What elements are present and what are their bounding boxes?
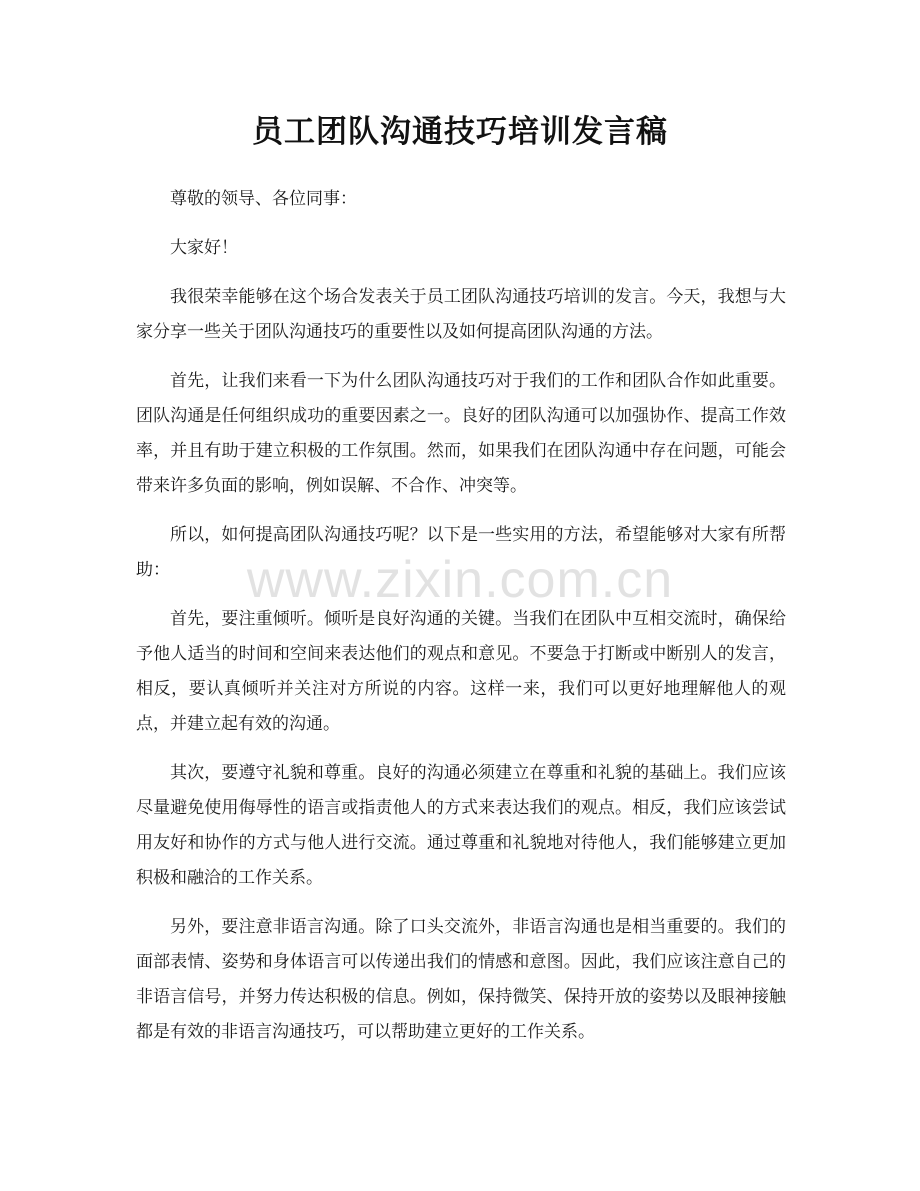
document-title: 员工团队沟通技巧培训发言稿	[252, 114, 668, 150]
paragraph-listening: 首先，要注重倾听。倾听是良好沟通的关键。当我们在团队中互相交流时，确保给予他人适当的时间和空间来表达他们的观点和意见。不要急于打断或中断别人的发言，相反，要认真倾听并关注对方所说的内容。这样一来，我们可以更好地理解他人的观点，并建立起有效的沟通。	[136, 609, 786, 734]
paragraph-greeting: 尊敬的领导、各位同事：	[170, 189, 357, 209]
paragraph-intro: 我很荣幸能够在这个场合发表关于员工团队沟通技巧培训的发言。今天，我想与大家分享一些关于团队沟通技巧的重要性以及如何提高团队沟通的方法。	[136, 287, 786, 342]
watermark-text: www.zixin.com.cn	[246, 551, 674, 609]
paragraph-methods-intro: 所以，如何提高团队沟通技巧呢？以下是一些实用的方法，希望能够对大家有所帮助：	[136, 525, 786, 580]
paragraph-respect: 其次，要遵守礼貌和尊重。良好的沟通必须建立在尊重和礼貌的基础上。我们应该尽量避免使用侮辱性的语言或指责他人的方式来表达我们的观点。相反，我们应该尝试用友好和协作的方式与他人进行交流。通过尊重和礼貌地对待他人，我们能够建立更加积极和融洽的工作关系。	[136, 763, 786, 888]
paragraph-importance: 首先，让我们来看一下为什么团队沟通技巧对于我们的工作和团队合作如此重要。团队沟通是任何组织成功的重要因素之一。良好的团队沟通可以加强协作、提高工作效率，并且有助于建立积极的工作氛围。然而，如果我们在团队沟通中存在问题，可能会带来许多负面的影响，例如误解、不合作、冲突等。	[136, 371, 786, 496]
paragraph-hello: 大家好！	[170, 238, 238, 258]
document-body	[136, 182, 786, 1064]
paragraph-nonverbal: 另外，要注意非语言沟通。除了口头交流外，非语言沟通也是相当重要的。我们的面部表情、姿势和身体语言可以传递出我们的情感和意图。因此，我们应该注意自己的非语言信号，并努力传达积极的信息。例如，保持微笑、保持开放的姿势以及眼神接触都是有效的非语言沟通技巧，可以帮助建立更好的工作关系。	[136, 917, 786, 1042]
